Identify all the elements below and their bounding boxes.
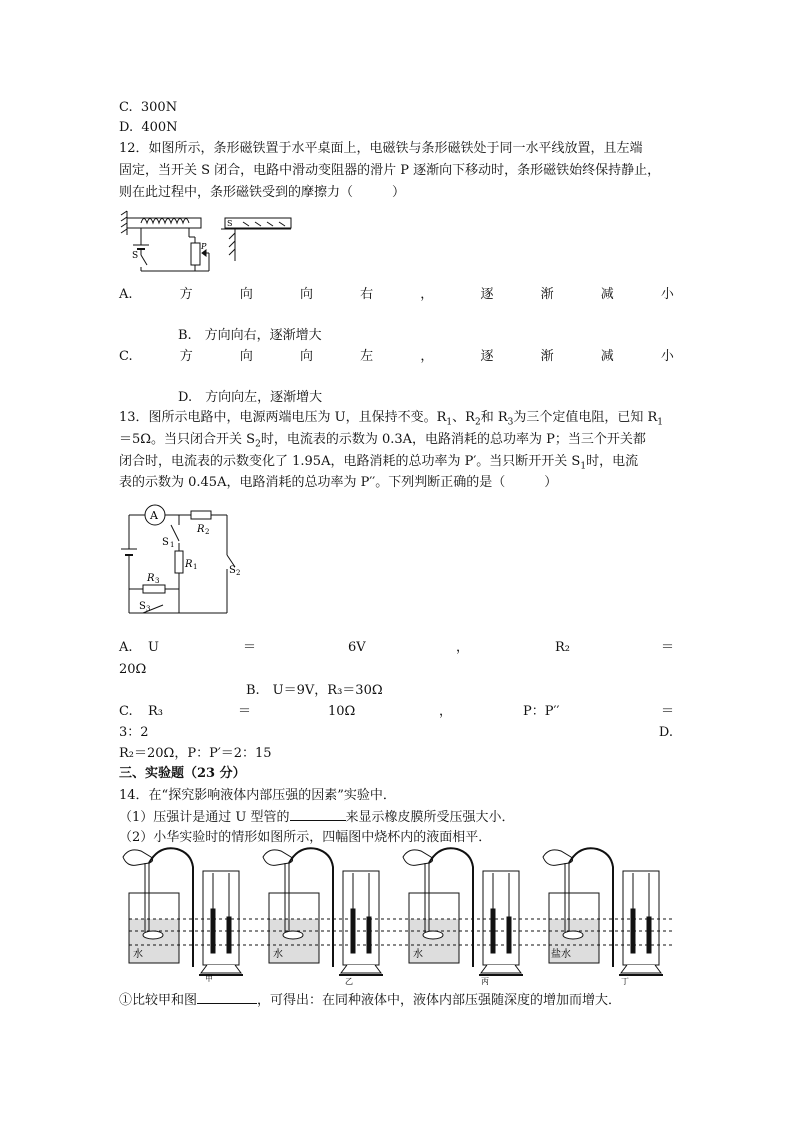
figure-pressure-gauges (119, 843, 675, 985)
question-13-line-3: 闭合时，电流表的示数变化了 1.95A，电路消耗的总功率为 P′。当只断开开关 $S_1$时，电流 (119, 454, 639, 472)
q13-option-a-cont: 20Ω (119, 662, 147, 677)
svg-text:3: 3 (146, 605, 151, 613)
svg-text:S: S (229, 565, 236, 576)
question-14-item-1: ①比较甲和图 ，可得出：在同种液体中，液体内部压强随深度的增加而增大． (119, 993, 622, 1008)
question-13-line-4: 表的示数为 0.45A，电路消耗的总功率为 P′′。下列判断正确的是（ ） (119, 475, 558, 490)
q12-option-a: A. 方 向 向 右 ， 逐 渐 减 小 (119, 287, 674, 302)
q13-option-c-cont: 3：2 (119, 725, 149, 740)
question-14-part-2: （2）小华实验时的情形如图所示，四幅图中烧杯内的液面相平． (119, 830, 492, 845)
svg-text:盐水: 盐水 (551, 949, 571, 960)
svg-text:2: 2 (205, 528, 210, 536)
switch-s-label: S (132, 251, 139, 261)
svg-text:甲: 甲 (205, 974, 213, 983)
question-13-line-1: 13．图所示电路中，电源两端电压为 U，且保持不变。$R_1$、$R_2$和 $R_3$为三个定值电阻，已知 $R_1$ (119, 410, 663, 428)
question-12-line-2: 固定，当开关 S 闭合，电路中滑动变阻器的滑片 P 逐渐向下移动时，条形磁铁始终保持静止， (119, 163, 661, 178)
slider-p-label: P (201, 242, 207, 251)
section-title: 三、实验题（23 分） (119, 766, 246, 781)
svg-text:乙: 乙 (345, 977, 353, 986)
q13-option-d-label: D. (658, 725, 673, 740)
figure-circuit (119, 505, 239, 620)
svg-text:丁: 丁 (621, 977, 629, 986)
ammeter-a: A (150, 509, 158, 522)
question-14-line-1: 14．在“探究影响液体内部压强的因素”实验中． (119, 788, 396, 803)
svg-text:1: 1 (193, 563, 198, 571)
svg-text:水: 水 (133, 949, 143, 960)
option-d: D. 400N (119, 120, 178, 135)
q12-option-d: D. 方向向左，逐渐增大 (178, 390, 323, 405)
figure-electromagnet (119, 205, 299, 277)
svg-text:R: R (197, 524, 205, 535)
svg-text:R: R (185, 559, 193, 570)
q12-option-b: B. 方向向右，逐渐增大 (178, 328, 322, 343)
question-12-line-3: 则在此过程中，条形磁铁受到的摩擦力（ ） (119, 185, 406, 200)
svg-text:丙: 丙 (481, 977, 489, 986)
question-12-line-1: 12．如图所示，条形磁铁置于水平桌面上，电磁铁与条形磁铁处于同一水平线放置，且左端 (119, 141, 643, 156)
q12-option-c: C. 方 向 向 左 ， 逐 渐 减 小 (119, 349, 674, 364)
option-c: C. 300N (119, 100, 178, 115)
question-13-line-2: ＝5Ω。当只闭合开关 $S_2$时，电流表的示数为 0.3A，电路消耗的总功率为 P；当三个开关都 (119, 432, 646, 450)
svg-text:3: 3 (155, 577, 160, 585)
svg-text:R: R (147, 573, 155, 584)
svg-text:S: S (139, 601, 146, 612)
svg-text:S: S (162, 537, 169, 548)
q13-option-b: B. U＝9V，R₃＝30Ω (246, 683, 383, 698)
magnet-s-label: S (227, 219, 233, 228)
svg-text:1: 1 (170, 541, 175, 549)
question-14-part-1: （1）压强计是通过 U 型管的 来显示橡皮膜所受压强大小． (119, 810, 515, 825)
svg-text:水: 水 (413, 949, 423, 960)
svg-text:水: 水 (273, 949, 283, 960)
q13-option-d: R₂＝20Ω，P：P′＝2：15 (119, 746, 272, 761)
svg-text:2: 2 (236, 569, 241, 577)
